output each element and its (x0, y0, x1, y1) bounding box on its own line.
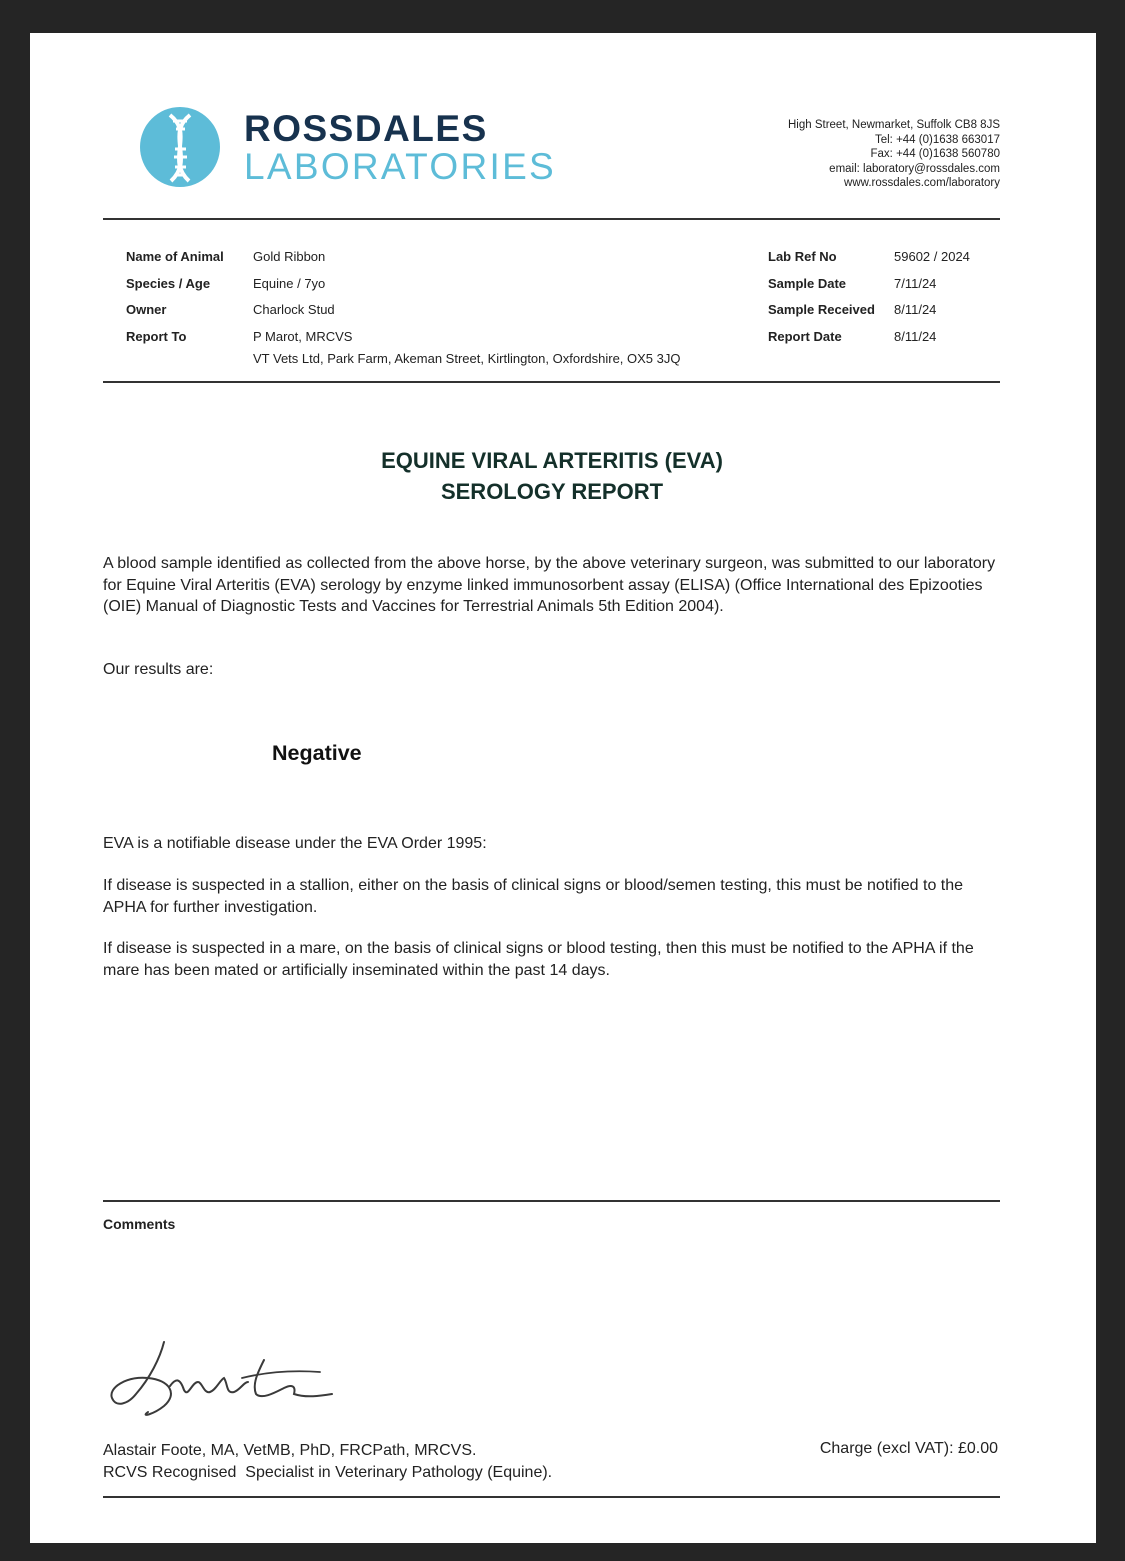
comments-label: Comments (103, 1216, 176, 1232)
contact-email: email: laboratory@rossdales.com (829, 162, 1000, 175)
lab-ref-value: 59602 / 2024 (894, 249, 970, 264)
name-of-animal-label: Name of Animal (126, 249, 224, 264)
detail-values-left (253, 244, 352, 350)
species-age-label: Species / Age (126, 275, 211, 291)
report-date-label: Report Date (768, 328, 842, 344)
details-divider (103, 381, 1000, 383)
contact-fax: Fax: +44 (0)1638 560780 (870, 148, 1000, 161)
footer-divider (103, 1496, 1000, 1498)
sample-date-label: Sample Date (768, 275, 847, 291)
report-to-label: Report To (126, 328, 187, 344)
signer-details (103, 1440, 552, 1483)
notifiable-notice: EVA is a notifiable disease under the EVA Order 1995: (103, 835, 487, 852)
species-age-value: Equine / 7yo (253, 275, 326, 291)
report-title: EQUINE VIRAL ARTERITIS (EVA) (381, 448, 723, 473)
dna-helix-icon (139, 105, 221, 189)
detail-values-right (894, 244, 970, 350)
name-of-animal-value: Gold Ribbon (253, 249, 326, 264)
contact-block (788, 118, 1000, 191)
detail-labels-left (126, 244, 224, 350)
sample-received-value: 8/11/24 (894, 302, 937, 317)
stallion-notice: If disease is suspected in a stallion, either on the basis of clinical signs or blood/semen testing, this must be notified to the APHA for further investigation. (103, 877, 964, 916)
report-date-value: 8/11/24 (894, 328, 937, 344)
signer-title: RCVS Recognised Specialist in Veterinary Pathology (Equine). (103, 1463, 553, 1481)
owner-label: Owner (126, 302, 167, 317)
comments-divider (103, 1200, 1000, 1202)
results-intro: Our results are: (103, 661, 214, 678)
owner-value: Charlock Stud (253, 302, 335, 317)
signature (106, 1338, 336, 1420)
mare-notice: If disease is suspected in a mare, on the basis of clinical signs or blood testing, then this must be notified to the APHA if the mare has been mated or artificially inseminated within the past 14 days. (103, 940, 974, 979)
contact-website: www.rossdales.com/laboratory (844, 177, 1000, 190)
brand-name-line1: ROSSDALES (244, 108, 488, 149)
header-divider (103, 218, 1000, 220)
intro-paragraph: A blood sample identified as collected from the above horse, by the above veterinary surgeon, was submitted to our laboratory for Equine Viral Arteritis (EVA) serology by enzyme linked immunosorbent assay (ELISA) (Office International des Epizooties (OIE) Manual of Diagnostic Tests and Vaccines for Terrestrial Animals 5th Edition 2004). (103, 555, 996, 615)
contact-address: High Street, Newmarket, Suffolk CB8 8JS (788, 119, 1000, 131)
sample-received-label: Sample Received (768, 302, 875, 317)
detail-labels-right (768, 244, 875, 350)
test-result: Negative (272, 741, 362, 765)
sample-date-value: 7/11/24 (894, 275, 937, 291)
report-subtitle: SEROLOGY REPORT (440, 479, 664, 504)
report-page (30, 33, 1096, 1543)
lab-ref-label: Lab Ref No (768, 249, 837, 264)
report-to-value: P Marot, MRCVS (253, 328, 353, 344)
charge-amount: Charge (excl VAT): £0.00 (819, 1440, 998, 1457)
contact-phone: Tel: +44 (0)1638 663017 (874, 133, 1000, 146)
brand-name-line2: LABORATORIES (244, 146, 557, 187)
report-to-address: VT Vets Ltd, Park Farm, Akeman Street, Kirtlington, Oxfordshire, OX5 3JQ (253, 351, 681, 366)
signer-name: Alastair Foote, MA, VetMB, PhD, FRCPath, MRCVS. (103, 1442, 477, 1459)
